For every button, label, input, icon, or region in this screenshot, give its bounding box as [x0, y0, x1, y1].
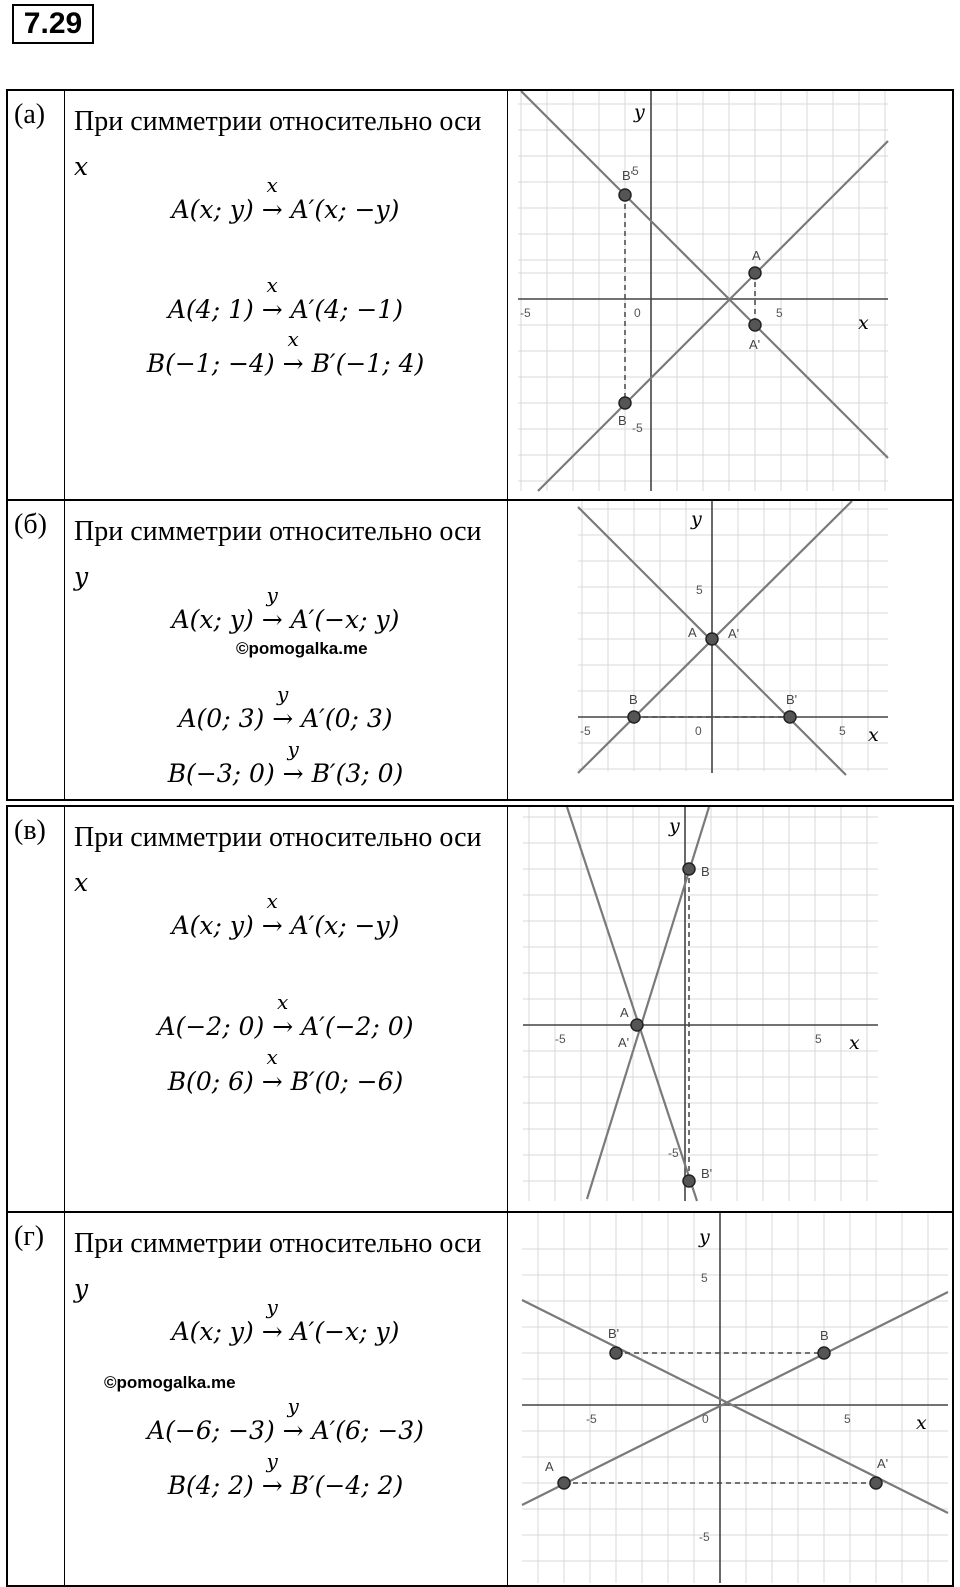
tick-zero: 0 — [695, 724, 702, 738]
label-b-prime: B' — [622, 168, 634, 183]
graph-c — [508, 807, 954, 1211]
tick-zero: 0 — [702, 1412, 709, 1426]
general-formula: A(x; y) → x A′(x; −y) — [171, 889, 400, 940]
label-a: A — [545, 1459, 554, 1474]
line-through-b-and-a — [538, 141, 888, 491]
formula-a: A(−6; −3) → y A′(6; −3) — [147, 1394, 424, 1445]
graph-a — [508, 91, 954, 499]
x-axis-label: x — [916, 1412, 927, 1434]
row-b — [6, 499, 954, 801]
point-a — [631, 1019, 643, 1031]
label-a: A — [620, 1005, 629, 1020]
label-b: B — [618, 413, 627, 428]
intro-text: При симметрии относительно оси x — [74, 822, 482, 897]
line-through-a-prime-and-b-prime — [567, 807, 697, 1201]
text-cell — [64, 501, 508, 799]
label-b: B — [701, 864, 710, 879]
point-b — [619, 397, 631, 409]
label-a-prime: A' — [728, 626, 740, 641]
graph-cell — [508, 807, 952, 1211]
tick-y-neg: -5 — [668, 1146, 679, 1160]
label-a-prime: A' — [749, 337, 761, 352]
label-cell — [8, 501, 65, 799]
x-axis-label: x — [858, 312, 869, 334]
point-a-prime — [870, 1477, 882, 1489]
formula-b: B(−1; −4) → x B′(−1; 4) — [146, 327, 425, 378]
point-a-prime — [749, 319, 761, 331]
problem-number: 7.29 — [12, 4, 94, 44]
point-a — [749, 267, 761, 279]
y-axis-label: y — [699, 1226, 710, 1248]
label-cell — [8, 807, 65, 1211]
tick-x-pos: 5 — [839, 724, 846, 738]
point-b — [818, 1347, 830, 1359]
general-formula: A(x; y) → y A′(−x; y) — [171, 583, 400, 634]
label-cell — [8, 1213, 65, 1585]
tick-x-neg: -5 — [555, 1032, 566, 1046]
watermark: ©pomogalka.me — [104, 1373, 236, 1392]
tick-x-pos: 5 — [776, 306, 783, 320]
label-cell — [8, 91, 65, 499]
text-cell — [64, 807, 508, 1211]
graph-cell — [508, 91, 952, 499]
x-axis-label: x — [849, 1032, 860, 1054]
row-label: (а) — [14, 99, 46, 130]
point-b — [628, 711, 640, 723]
y-axis-label: y — [669, 815, 680, 837]
tick-x-neg: -5 — [520, 306, 531, 320]
tick-y-pos: 5 — [701, 1271, 708, 1285]
point-a — [558, 1477, 570, 1489]
grid — [518, 91, 888, 491]
tick-y-neg: -5 — [699, 1530, 710, 1544]
graph-cell — [508, 501, 952, 799]
formula-b: B(−3; 0) → y B′(3; 0) — [167, 737, 404, 788]
tick-y-pos: 5 — [632, 164, 639, 178]
point-b-prime — [619, 189, 631, 201]
label-b-prime: B' — [608, 1326, 620, 1341]
graph-b — [508, 501, 954, 799]
line-through-b-prime-and-a-prime — [522, 1300, 948, 1513]
formula-a: A(4; 1) → x A′(4; −1) — [168, 273, 403, 324]
label-a: A — [688, 625, 697, 640]
x-axis-label: x — [868, 724, 879, 746]
label-b: B — [629, 692, 638, 707]
formula-a: A(0; 3) → y A′(0; 3) — [178, 682, 393, 733]
row-d — [6, 1211, 954, 1587]
row-label: (б) — [14, 509, 47, 540]
y-axis-label: y — [691, 508, 702, 530]
tick-x-neg: -5 — [586, 1412, 597, 1426]
text-cell — [64, 91, 508, 499]
tick-x-pos: 5 — [815, 1032, 822, 1046]
label-a-prime: A' — [877, 1456, 889, 1471]
row-label: (в) — [14, 815, 46, 846]
intro-text: При симметрии относительно оси y — [74, 1228, 482, 1303]
point-b-prime — [784, 711, 796, 723]
general-formula: A(x; y) → y A′(−x; y) — [171, 1295, 400, 1346]
tick-x-neg: -5 — [580, 724, 591, 738]
text-cell — [64, 1213, 508, 1585]
row-c — [6, 805, 954, 1213]
graph-cell — [508, 1213, 952, 1585]
formula-b: B(0; 6) → x B′(0; −6) — [167, 1045, 404, 1096]
label-b: B — [820, 1328, 829, 1343]
point-b — [683, 863, 695, 875]
tick-zero: 0 — [634, 306, 641, 320]
formula-b: B(4; 2) → y B′(−4; 2) — [167, 1449, 404, 1500]
point-b-prime — [683, 1175, 695, 1187]
intro-text: При симметрии относительно оси x — [74, 106, 482, 181]
formula-a: A(−2; 0) → x A′(−2; 0) — [157, 990, 414, 1041]
y-axis-label: y — [634, 101, 645, 123]
point-b-prime — [610, 1347, 622, 1359]
row-a — [6, 89, 954, 501]
graph-d — [508, 1213, 954, 1585]
label-a: A — [752, 248, 761, 263]
line-through-a-and-b — [522, 1292, 948, 1505]
point-a — [706, 633, 718, 645]
label-a-prime: A' — [618, 1035, 630, 1050]
row-label: (г) — [14, 1221, 45, 1252]
watermark: ©pomogalka.me — [236, 639, 368, 658]
tick-y-pos: 5 — [696, 583, 703, 597]
tick-y-neg: -5 — [632, 421, 643, 435]
general-formula: A(x; y) → x A′(x; −y) — [171, 173, 400, 224]
label-b-prime: B' — [786, 692, 798, 707]
intro-text: При симметрии относительно оси y — [74, 516, 482, 591]
tick-x-pos: 5 — [844, 1412, 851, 1426]
label-b-prime: B' — [701, 1166, 713, 1181]
